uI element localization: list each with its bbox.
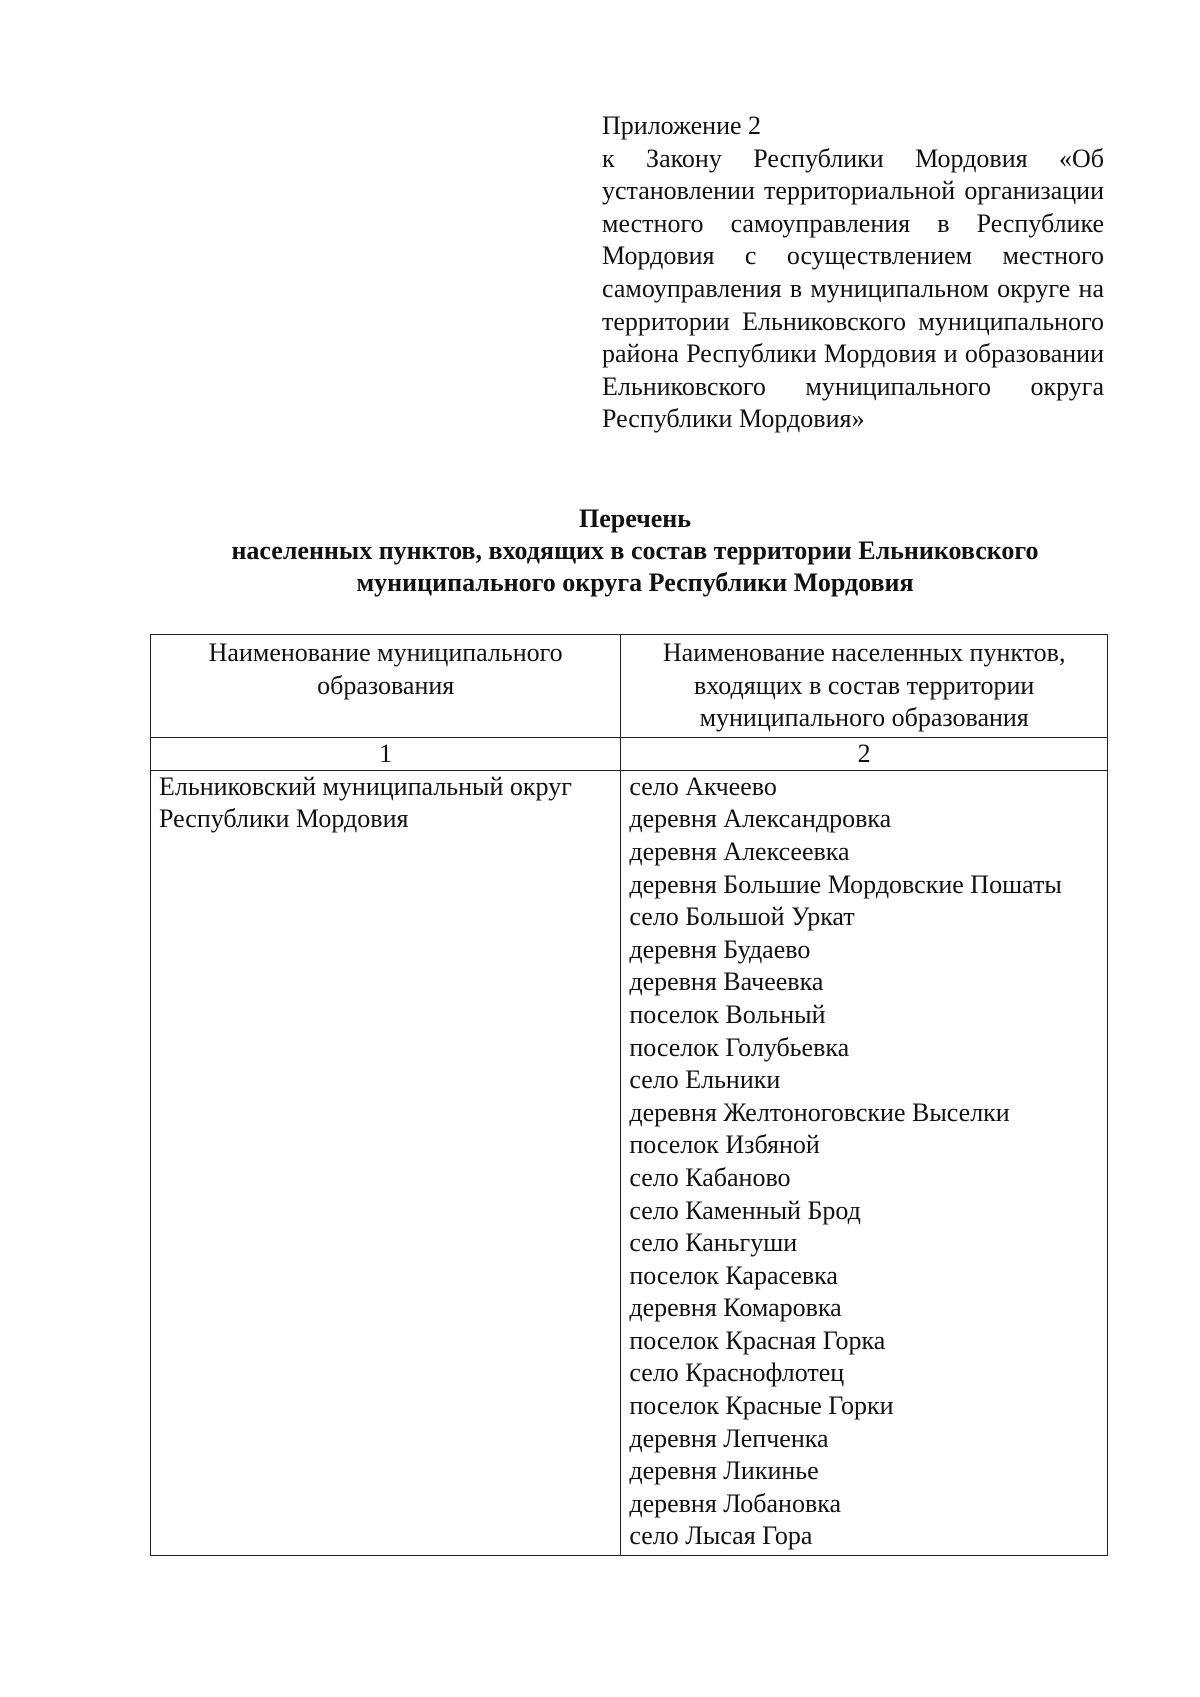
annex-law-reference: к Закону Республики Мордовия «Об установлении территориальной организации местного самоуправления в Республике Мордовия с осуществлением местного самоуправления в муниципальном округе на территории Ельниковского муниципального района Республики Мордовия и образовании Ельниковского муниципального округа Республики Мордовия» — [602, 143, 1104, 434]
annex-reference — [602, 110, 1104, 436]
list-item: поселок Красная Горка — [629, 1325, 886, 1355]
heading-line-2: населенных пунктов, входящих в состав территории Ельниковского — [231, 536, 1039, 565]
list-item: деревня Ликинье — [629, 1456, 819, 1486]
municipality-name: Ельниковский муниципальный округ Республики Мордовия — [151, 770, 621, 1555]
list-item: деревня Желтоноговские Выселки — [629, 1097, 1010, 1127]
list-item: село Краснофлотец — [629, 1358, 845, 1388]
list-item: село Кабаново — [629, 1162, 791, 1192]
header-municipality: Наименование муниципального образования — [151, 635, 621, 738]
settlements-table — [150, 634, 1108, 1556]
column-number-2: 2 — [621, 737, 1108, 770]
list-item: деревня Лепченка — [629, 1423, 829, 1453]
list-item: деревня Большие Мордовские Пошаты — [629, 869, 1062, 899]
list-item: деревня Алексеевка — [629, 836, 850, 866]
list-item: поселок Карасевка — [629, 1260, 838, 1290]
settlements-cell — [621, 770, 1108, 1555]
list-item: поселок Голубьевка — [629, 1032, 850, 1062]
list-item: село Лысая Гора — [629, 1521, 813, 1551]
list-item: деревня Александровка — [629, 804, 892, 834]
heading-line-3: муниципального округа Республики Мордовия — [356, 568, 914, 597]
list-item: деревня Будаево — [629, 934, 811, 964]
table-header-row — [151, 635, 1108, 738]
list-item: село Ельники — [629, 1065, 781, 1095]
heading-line-1: Перечень — [578, 504, 692, 533]
list-item: поселок Избяной — [629, 1130, 820, 1160]
column-number-1: 1 — [151, 737, 621, 770]
list-item: поселок Красные Горки — [629, 1391, 894, 1421]
column-number-row — [151, 737, 1108, 770]
table-row — [151, 770, 1108, 1555]
settlements-list — [629, 771, 1099, 1553]
list-item: деревня Вачеевка — [629, 967, 824, 997]
document-heading — [160, 503, 1110, 599]
list-item: село Каменный Брод — [629, 1195, 861, 1225]
list-item: село Большой Уркат — [629, 902, 855, 932]
list-item: село Акчеево — [629, 771, 777, 801]
list-item: поселок Вольный — [629, 999, 826, 1029]
annex-title: Приложение 2 — [602, 111, 762, 140]
header-settlements: Наименование населенных пунктов, входящих в состав территории муниципального образования — [621, 635, 1108, 738]
list-item: село Каньгуши — [629, 1228, 798, 1258]
list-item: деревня Лобановка — [629, 1488, 842, 1518]
list-item: деревня Комаровка — [629, 1293, 842, 1323]
